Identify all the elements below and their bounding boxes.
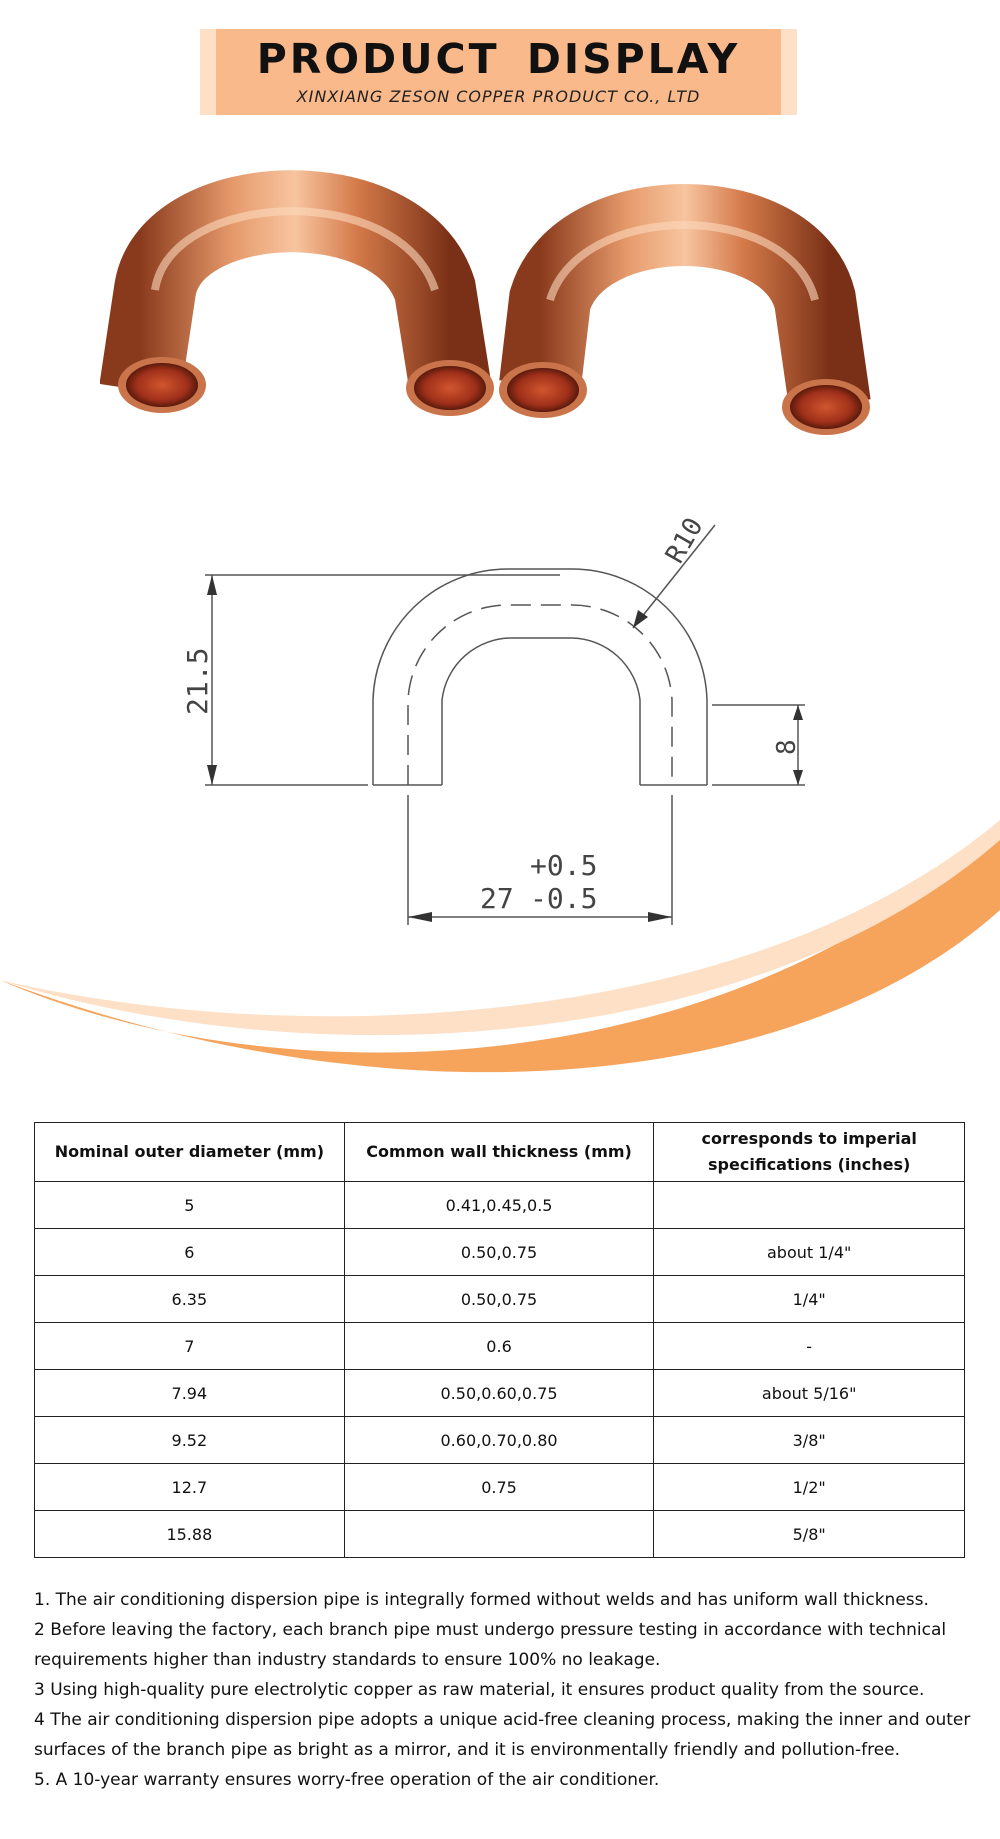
- cell-diameter: 15.88: [35, 1511, 345, 1558]
- tolerance-plus: +0.5: [530, 849, 598, 882]
- note-2: 2 Before leaving the factory, each branch pipe must undergo pressure testing in accordance with technical requirements higher than industry standards to ensure 100% no leakage.: [34, 1620, 947, 1670]
- cell-thickness: 0.60,0.70,0.80: [344, 1417, 654, 1464]
- cell-imperial: 1/2": [654, 1464, 965, 1511]
- copper-u-bend-photo: [100, 170, 900, 470]
- dimension-leg: 8: [772, 739, 802, 755]
- header-wall-thickness: Common wall thickness (mm): [344, 1123, 654, 1182]
- table-row: [35, 1182, 965, 1229]
- cell-thickness: 0.50,0.60,0.75: [344, 1370, 654, 1417]
- table-row: [35, 1323, 965, 1370]
- note-5: 5. A 10-year warranty ensures worry-free operation of the air conditioner.: [34, 1770, 660, 1790]
- cell-imperial: 1/4": [654, 1276, 965, 1323]
- cell-diameter: 7: [35, 1323, 345, 1370]
- cell-imperial: [654, 1182, 965, 1229]
- dimension-width: 27: [480, 882, 514, 915]
- cell-thickness: 0.50,0.75: [344, 1276, 654, 1323]
- dimension-height: 21.5: [181, 647, 214, 715]
- u-bend-left: [118, 211, 494, 416]
- spec-table: [34, 1122, 965, 1558]
- note-1: 1. The air conditioning dispersion pipe is integrally formed without welds and has uniform wall thickness.: [34, 1590, 929, 1610]
- cell-diameter: 7.94: [35, 1370, 345, 1417]
- cell-thickness: [344, 1511, 654, 1558]
- company-name: XINXIANG ZESON COPPER PRODUCT CO., LTD: [296, 87, 701, 106]
- cell-imperial: -: [654, 1323, 965, 1370]
- cell-imperial: 3/8": [654, 1417, 965, 1464]
- cell-thickness: 0.75: [344, 1464, 654, 1511]
- cell-imperial: 5/8": [654, 1511, 965, 1558]
- cell-diameter: 12.7: [35, 1464, 345, 1511]
- table-header-row: [35, 1123, 965, 1182]
- table-row: [35, 1229, 965, 1276]
- cell-imperial: about 5/16": [654, 1370, 965, 1417]
- table-row: [35, 1511, 965, 1558]
- technical-drawing: [150, 490, 850, 940]
- cell-imperial: about 1/4": [654, 1229, 965, 1276]
- table-row: [35, 1370, 965, 1417]
- table-row: [35, 1276, 965, 1323]
- header-imperial: corresponds to imperial specifications (inches): [654, 1123, 965, 1182]
- dimension-radius: R10: [660, 512, 710, 569]
- page-title: PRODUCT DISPLAY: [256, 35, 741, 83]
- note-3: 3 Using high-quality pure electrolytic copper as raw material, it ensures product quality from the source.: [34, 1680, 925, 1700]
- note-4: 4 The air conditioning dispersion pipe adopts a unique acid-free cleaning process, making the inner and outer surfaces of the branch pipe as bright as a mirror, and it is environmentally friendly and pollution-free.: [34, 1710, 971, 1760]
- tolerance-minus: -0.5: [530, 882, 598, 915]
- u-bend-right: [499, 225, 870, 435]
- table-row: [35, 1417, 965, 1464]
- header-outer-diameter: Nominal outer diameter (mm): [35, 1123, 345, 1182]
- cell-diameter: 9.52: [35, 1417, 345, 1464]
- table-row: [35, 1464, 965, 1511]
- cell-diameter: 6.35: [35, 1276, 345, 1323]
- cell-thickness: 0.6: [344, 1323, 654, 1370]
- cell-thickness: 0.50,0.75: [344, 1229, 654, 1276]
- product-notes: [34, 1585, 974, 1795]
- cell-thickness: 0.41,0.45,0.5: [344, 1182, 654, 1229]
- header: [216, 29, 781, 115]
- cell-diameter: 5: [35, 1182, 345, 1229]
- cell-diameter: 6: [35, 1229, 345, 1276]
